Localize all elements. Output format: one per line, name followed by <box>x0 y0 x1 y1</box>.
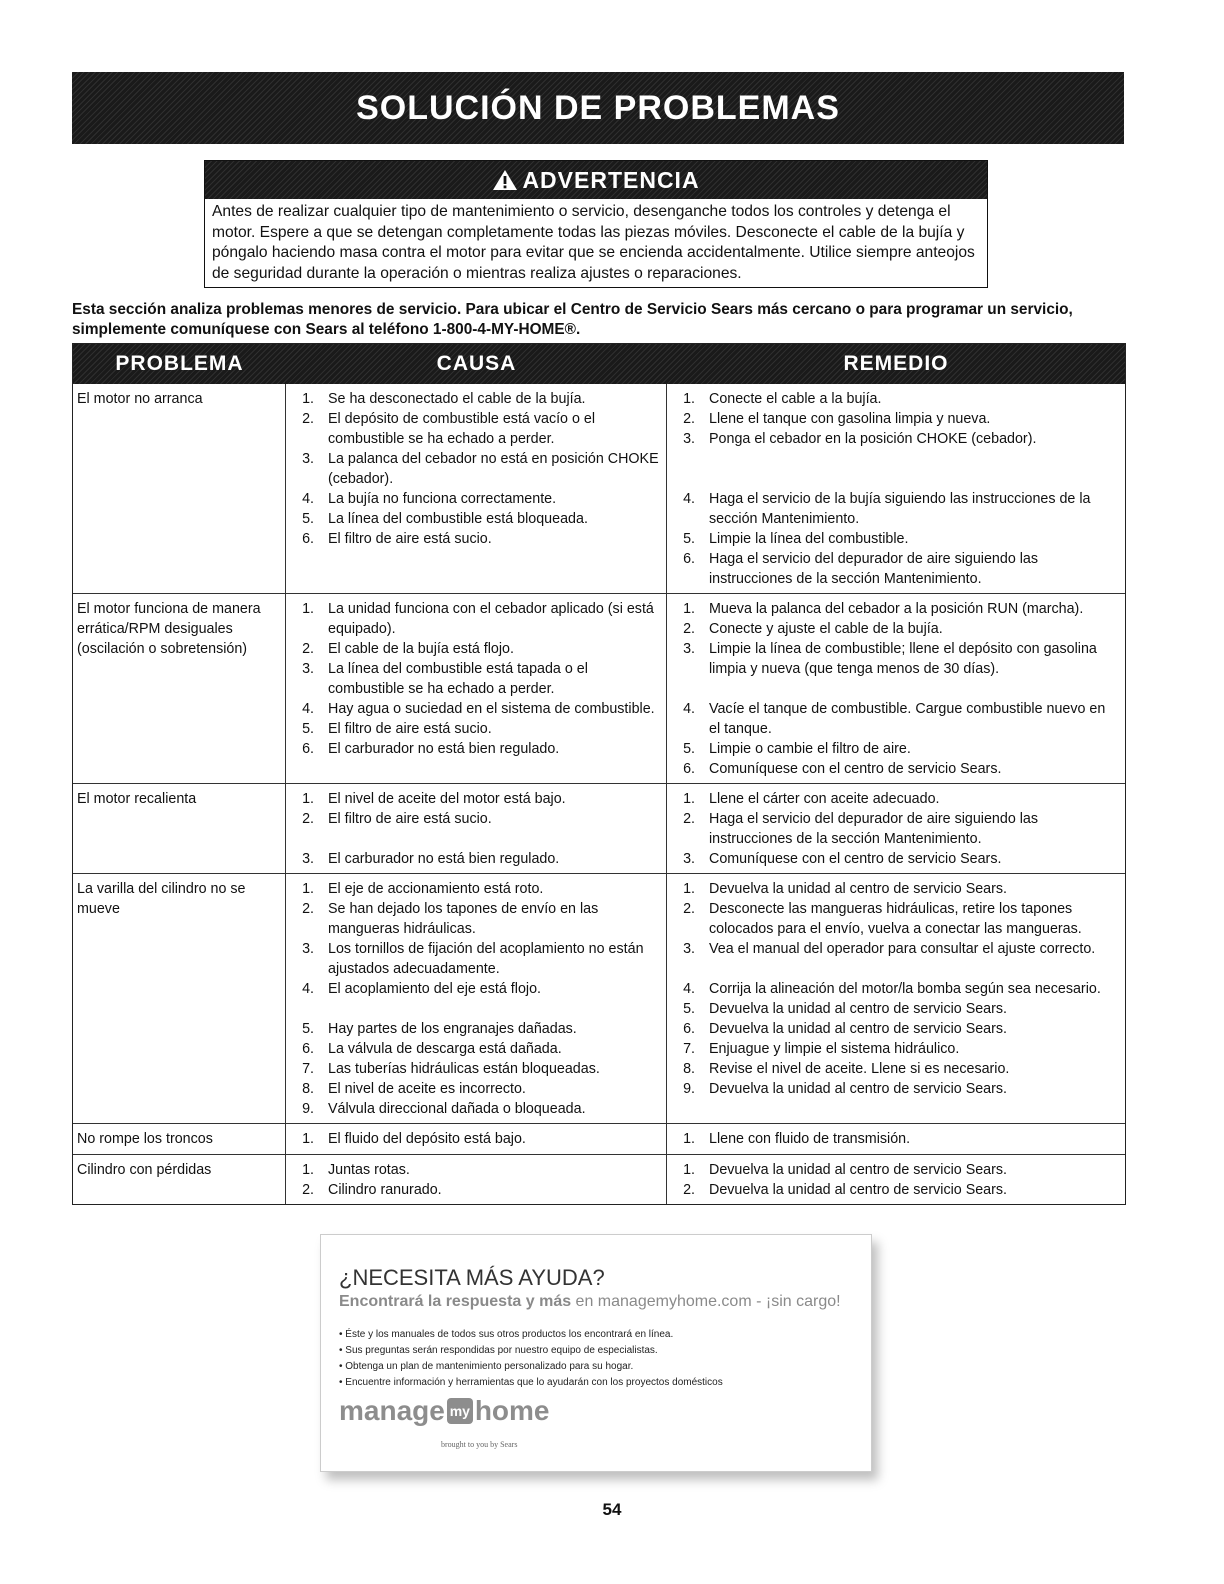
remedy-text: Corrija la alineación del motor/la bomba según sea necesario. <box>709 981 1101 997</box>
table-row <box>73 1154 1125 1204</box>
remedy-text: Devuelva la unidad al centro de servicio Sears. <box>709 1021 1008 1037</box>
help-bullet: • Encuentre información y herramientas que lo ayudarán con los proyectos domésticos <box>339 1375 723 1391</box>
remedy-text: Mueva la palanca del cebador a la posición RUN (marcha). <box>709 601 1084 617</box>
cause-item <box>286 489 666 509</box>
header-remedy: REMEDIO <box>843 352 949 375</box>
cause-number: 4. <box>302 981 314 997</box>
remedy-item <box>667 939 1125 959</box>
remedy-cell <box>667 1155 1125 1204</box>
remedy-text: Haga el servicio del depurador de aire siguiendo las instrucciones de la sección Mantenimiento. <box>709 551 1039 587</box>
cause-text: Se ha desconectado el cable de la bujía. <box>328 391 586 407</box>
remedy-item <box>667 1059 1125 1079</box>
cause-cell <box>286 594 667 783</box>
remedy-text: Conecte y ajuste el cable de la bujía. <box>709 621 943 637</box>
warning-title: ADVERTENCIA <box>522 166 700 193</box>
remedy-item <box>667 489 1125 529</box>
remedy-item <box>667 1180 1125 1200</box>
table-header <box>73 344 1125 384</box>
cause-number: 2. <box>302 641 314 657</box>
remedy-item <box>667 679 1125 699</box>
cause-text: El filtro de aire está sucio. <box>328 531 492 547</box>
remedy-number: 2. <box>683 411 695 427</box>
cause-text: El eje de accionamiento está roto. <box>328 881 544 897</box>
remedy-item <box>667 599 1125 619</box>
cause-cell <box>286 1155 667 1204</box>
cause-item <box>286 899 666 939</box>
cause-number: 5. <box>302 721 314 737</box>
cause-text: El cable de la bujía está flojo. <box>328 641 514 657</box>
cause-text: La palanca del cebador no está en posición CHOKE (cebador). <box>328 451 659 487</box>
cause-text: Se han dejado los tapones de envío en las mangueras hidráulicas. <box>328 901 599 937</box>
remedy-text: Ponga el cebador en la posición CHOKE (cebador). <box>709 431 1037 447</box>
remedy-item <box>667 959 1125 979</box>
remedy-item <box>667 469 1125 489</box>
remedy-cell <box>667 1124 1125 1154</box>
cause-number: 1. <box>302 1131 314 1147</box>
cause-text: Las tuberías hidráulicas están bloqueadas. <box>328 1061 600 1077</box>
help-bullet: • Obtenga un plan de mantenimiento personalizado para su hogar. <box>339 1359 723 1375</box>
cause-item <box>286 659 666 699</box>
remedy-text: Desconecte las mangueras hidráulicas, retire los tapones colocados para el envío, vuelva a conectar las mangueras. <box>709 901 1082 937</box>
cause-number: 6. <box>302 1041 314 1057</box>
cause-item <box>286 999 666 1019</box>
table-row <box>73 1123 1125 1154</box>
cause-number: 4. <box>302 701 314 717</box>
remedy-text: Haga el servicio del depurador de aire siguiendo las instrucciones de la sección Mantenimiento. <box>709 811 1039 847</box>
remedy-number: 6. <box>683 551 695 567</box>
problem-cell: El motor no arranca <box>73 384 286 593</box>
cause-item <box>286 409 666 449</box>
remedy-number: 6. <box>683 1021 695 1037</box>
problem-cell: La varilla del cilindro no se mueve <box>73 874 286 1123</box>
help-subtitle-rest[interactable]: en managemyhome.com - ¡sin cargo! <box>571 1293 841 1310</box>
page-number: 54 <box>602 1500 622 1519</box>
remedy-item <box>667 849 1125 869</box>
remedy-item <box>667 1129 1125 1149</box>
cause-item <box>286 599 666 639</box>
remedy-number: 3. <box>683 641 695 657</box>
help-bullet: • Éste y los manuales de todos sus otros productos los encontrará en línea. <box>339 1327 723 1343</box>
remedy-item <box>667 409 1125 429</box>
remedy-number <box>667 679 709 699</box>
remedy-number: 4. <box>683 981 695 997</box>
cause-text: Hay agua o suciedad en el sistema de combustible. <box>328 701 655 717</box>
remedy-item <box>667 549 1125 589</box>
cause-item <box>286 1019 666 1039</box>
remedy-number: 2. <box>683 1182 695 1198</box>
remedy-item <box>667 429 1125 449</box>
cause-text: El nivel de aceite es incorrecto. <box>328 1081 526 1097</box>
cause-number: 1. <box>302 391 314 407</box>
cause-text: Juntas rotas. <box>328 1162 410 1178</box>
cause-text: Hay partes de los engranajes dañadas. <box>328 1021 577 1037</box>
cause-number: 2. <box>302 1182 314 1198</box>
table-row <box>73 593 1125 783</box>
cause-item <box>286 1160 666 1180</box>
cause-text: Válvula direccional dañada o bloqueada. <box>328 1101 586 1117</box>
cause-item <box>286 1059 666 1079</box>
cause-item <box>286 719 666 739</box>
cause-number <box>286 999 328 1019</box>
remedy-number: 5. <box>683 1001 695 1017</box>
table-row <box>73 384 1125 593</box>
remedy-item <box>667 809 1125 849</box>
cause-item <box>286 1129 666 1149</box>
cause-number: 3. <box>302 451 314 467</box>
remedy-text <box>709 449 1125 469</box>
intro-text: Esta sección analiza problemas menores de servicio. Para ubicar el Centro de Servicio Sears más cercano o para programar un servicio, simplemente comuníquese con Sears al teléfono 1-800-4-MY-HOME®. <box>72 301 1073 338</box>
remedy-number: 1. <box>683 791 695 807</box>
help-subtitle-bold: Encontrará la respuesta y más <box>339 1293 572 1310</box>
cause-text: El depósito de combustible está vacío o el combustible se ha echado a perder. <box>328 411 596 447</box>
warning-text: Antes de realizar cualquier tipo de mantenimiento o servicio, desenganche todos los controles y detenga el motor. Espere a que se detengan completamente todas las piezas móviles. Desconecte el cable de la bujía y póngalo haciendo masa contra el motor para evitar que se encienda accidentalmente. Utilice siempre anteojos de seguridad durante la operación o mientras realiza ajustes o reparaciones. <box>212 203 975 282</box>
help-title: ¿NECESITA MÁS AYUDA? <box>339 1265 605 1290</box>
cause-item <box>286 529 666 549</box>
remedy-cell <box>667 874 1125 1123</box>
remedy-text: Vacíe el tanque de combustible. Cargue combustible nuevo en el tanque. <box>709 701 1106 737</box>
cause-number: 8. <box>302 1081 314 1097</box>
cause-text <box>328 829 666 849</box>
remedy-text: Limpie la línea de combustible; llene el depósito con gasolina limpia y nueva (que tenga menos de 30 días). <box>709 641 1097 677</box>
help-bullet: • Sus preguntas serán respondidas por nuestro equipo de especialistas. <box>339 1343 723 1359</box>
remedy-item <box>667 879 1125 899</box>
cause-text: La línea del combustible está tapada o el combustible se ha echado a perder. <box>328 661 588 697</box>
remedy-number: 3. <box>683 431 695 447</box>
cause-cell <box>286 784 667 873</box>
cause-number: 2. <box>302 811 314 827</box>
cause-cell <box>286 1124 667 1154</box>
table-row <box>73 783 1125 873</box>
remedy-text: Haga el servicio de la bujía siguiendo las instrucciones de la sección Mantenimiento. <box>709 491 1091 527</box>
remedy-number: 1. <box>683 1162 695 1178</box>
cause-item <box>286 389 666 409</box>
cause-item <box>286 829 666 849</box>
cause-item <box>286 1180 666 1200</box>
cause-number: 1. <box>302 881 314 897</box>
remedy-item <box>667 789 1125 809</box>
remedy-text <box>709 959 1125 979</box>
cause-text: La válvula de descarga está dañada. <box>328 1041 562 1057</box>
remedy-text: Llene el tanque con gasolina limpia y nueva. <box>709 411 991 427</box>
problem-cell: No rompe los troncos <box>73 1124 286 1154</box>
cause-item <box>286 939 666 979</box>
cause-text: El carburador no está bien regulado. <box>328 741 560 757</box>
remedy-number: 4. <box>683 701 695 717</box>
cause-number: 6. <box>302 531 314 547</box>
cause-item <box>286 739 666 759</box>
cause-text <box>328 999 666 1019</box>
remedy-item <box>667 639 1125 679</box>
remedy-number: 2. <box>683 621 695 637</box>
problem-cell: El motor funciona de manera errática/RPM desiguales (oscilación o sobretensión) <box>73 594 286 783</box>
cause-number: 1. <box>302 601 314 617</box>
cause-number: 3. <box>302 851 314 867</box>
remedy-number: 5. <box>683 741 695 757</box>
remedy-text: Llene con fluido de transmisión. <box>709 1131 911 1147</box>
remedy-text: Llene el cárter con aceite adecuado. <box>709 791 940 807</box>
cause-text: El filtro de aire está sucio. <box>328 721 492 737</box>
troubleshooting-table <box>72 343 1126 1205</box>
remedy-number <box>667 959 709 979</box>
help-bullets <box>339 1327 723 1391</box>
logo-text-right: home <box>474 1395 550 1426</box>
remedy-number: 1. <box>683 391 695 407</box>
remedy-cell <box>667 594 1125 783</box>
remedy-text <box>709 469 1125 489</box>
remedy-number <box>667 469 709 489</box>
remedy-cell <box>667 784 1125 873</box>
table-row <box>73 873 1125 1123</box>
warning-box <box>204 160 988 288</box>
problem-cell: El motor recalienta <box>73 784 286 873</box>
cause-item <box>286 509 666 529</box>
remedy-item <box>667 1019 1125 1039</box>
remedy-cell <box>667 384 1125 593</box>
remedy-item <box>667 699 1125 739</box>
remedy-item <box>667 999 1125 1019</box>
cause-text: La bujía no funciona correctamente. <box>328 491 557 507</box>
remedy-number: 1. <box>683 601 695 617</box>
cause-text: La línea del combustible está bloqueada. <box>328 511 588 527</box>
cause-number: 1. <box>302 791 314 807</box>
remedy-number: 2. <box>683 811 695 827</box>
logo-text-left: manage <box>339 1395 445 1426</box>
remedy-item <box>667 529 1125 549</box>
remedy-item <box>667 1160 1125 1180</box>
remedy-item <box>667 449 1125 469</box>
remedy-item <box>667 1039 1125 1059</box>
remedy-number: 8. <box>683 1061 695 1077</box>
remedy-item <box>667 1079 1125 1099</box>
remedy-number: 3. <box>683 851 695 867</box>
brought-by-text: brought to you by Sears <box>441 1440 518 1449</box>
cause-item <box>286 699 666 719</box>
warning-header <box>205 161 987 199</box>
remedy-text <box>709 679 1125 699</box>
page-banner <box>72 72 1124 144</box>
cause-item <box>286 849 666 869</box>
cause-item <box>286 809 666 829</box>
cause-text: La unidad funciona con el cebador aplicado (si está equipado). <box>328 601 654 637</box>
cause-text: El nivel de aceite del motor está bajo. <box>328 791 566 807</box>
cause-number: 2. <box>302 411 314 427</box>
cause-text: El carburador no está bien regulado. <box>328 851 560 867</box>
remedy-text: Enjuague y limpie el sistema hidráulico. <box>709 1041 960 1057</box>
cause-item <box>286 979 666 999</box>
cause-item <box>286 449 666 489</box>
remedy-number: 3. <box>683 941 695 957</box>
warning-triangle-icon <box>492 169 518 191</box>
remedy-text: Limpie la línea del combustible. <box>709 531 909 547</box>
remedy-number: 9. <box>683 1081 695 1097</box>
remedy-text: Devuelva la unidad al centro de servicio Sears. <box>709 1182 1008 1198</box>
cause-number: 3. <box>302 661 314 677</box>
help-box <box>320 1234 872 1472</box>
cause-text: Los tornillos de fijación del acoplamiento no están ajustados adecuadamente. <box>328 941 644 977</box>
remedy-item <box>667 759 1125 779</box>
remedy-text: Comuníquese con el centro de servicio Sears. <box>709 851 1002 867</box>
cause-cell <box>286 384 667 593</box>
cause-number: 7. <box>302 1061 314 1077</box>
remedy-item <box>667 899 1125 939</box>
remedy-number: 7. <box>683 1041 695 1057</box>
header-problem: PROBLEMA <box>115 352 244 375</box>
remedy-text: Vea el manual del operador para consultar el ajuste correcto. <box>709 941 1096 957</box>
remedy-number <box>667 449 709 469</box>
remedy-number: 6. <box>683 761 695 777</box>
remedy-item <box>667 389 1125 409</box>
managemyhome-logo <box>339 1395 550 1427</box>
cause-item <box>286 1039 666 1059</box>
cause-number: 2. <box>302 901 314 917</box>
cause-number: 3. <box>302 941 314 957</box>
remedy-text: Devuelva la unidad al centro de servicio Sears. <box>709 1001 1008 1017</box>
remedy-text: Comuníquese con el centro de servicio Sears. <box>709 761 1002 777</box>
help-subtitle <box>339 1293 841 1311</box>
remedy-text: Devuelva la unidad al centro de servicio Sears. <box>709 1162 1008 1178</box>
cause-cell <box>286 874 667 1123</box>
cause-item <box>286 1099 666 1119</box>
cause-number: 5. <box>302 511 314 527</box>
remedy-text: Limpie o cambie el filtro de aire. <box>709 741 911 757</box>
cause-item <box>286 879 666 899</box>
cause-number: 1. <box>302 1162 314 1178</box>
cause-item <box>286 789 666 809</box>
remedy-text: Devuelva la unidad al centro de servicio Sears. <box>709 1081 1008 1097</box>
remedy-text: Devuelva la unidad al centro de servicio Sears. <box>709 881 1008 897</box>
remedy-item <box>667 739 1125 759</box>
cause-item <box>286 1079 666 1099</box>
cause-text: El acoplamiento del eje está flojo. <box>328 981 541 997</box>
logo-badge: my <box>447 1398 473 1424</box>
cause-number: 9. <box>302 1101 314 1117</box>
remedy-number: 1. <box>683 1131 695 1147</box>
remedy-number: 4. <box>683 491 695 507</box>
page-title: SOLUCIÓN DE PROBLEMAS <box>356 88 840 127</box>
remedy-number: 1. <box>683 881 695 897</box>
remedy-number: 2. <box>683 901 695 917</box>
cause-text: El fluido del depósito está bajo. <box>328 1131 526 1147</box>
cause-number: 4. <box>302 491 314 507</box>
remedy-text: Conecte el cable a la bujía. <box>709 391 882 407</box>
cause-number: 6. <box>302 741 314 757</box>
table-body <box>73 384 1125 1204</box>
remedy-number: 5. <box>683 531 695 547</box>
remedy-item <box>667 619 1125 639</box>
cause-text: El filtro de aire está sucio. <box>328 811 492 827</box>
cause-item <box>286 639 666 659</box>
problem-cell: Cilindro con pérdidas <box>73 1155 286 1204</box>
remedy-text: Revise el nivel de aceite. Llene si es necesario. <box>709 1061 1010 1077</box>
header-cause: CAUSA <box>436 352 517 375</box>
cause-number: 5. <box>302 1021 314 1037</box>
cause-text: Cilindro ranurado. <box>328 1182 442 1198</box>
cause-number <box>286 829 328 849</box>
remedy-item <box>667 979 1125 999</box>
